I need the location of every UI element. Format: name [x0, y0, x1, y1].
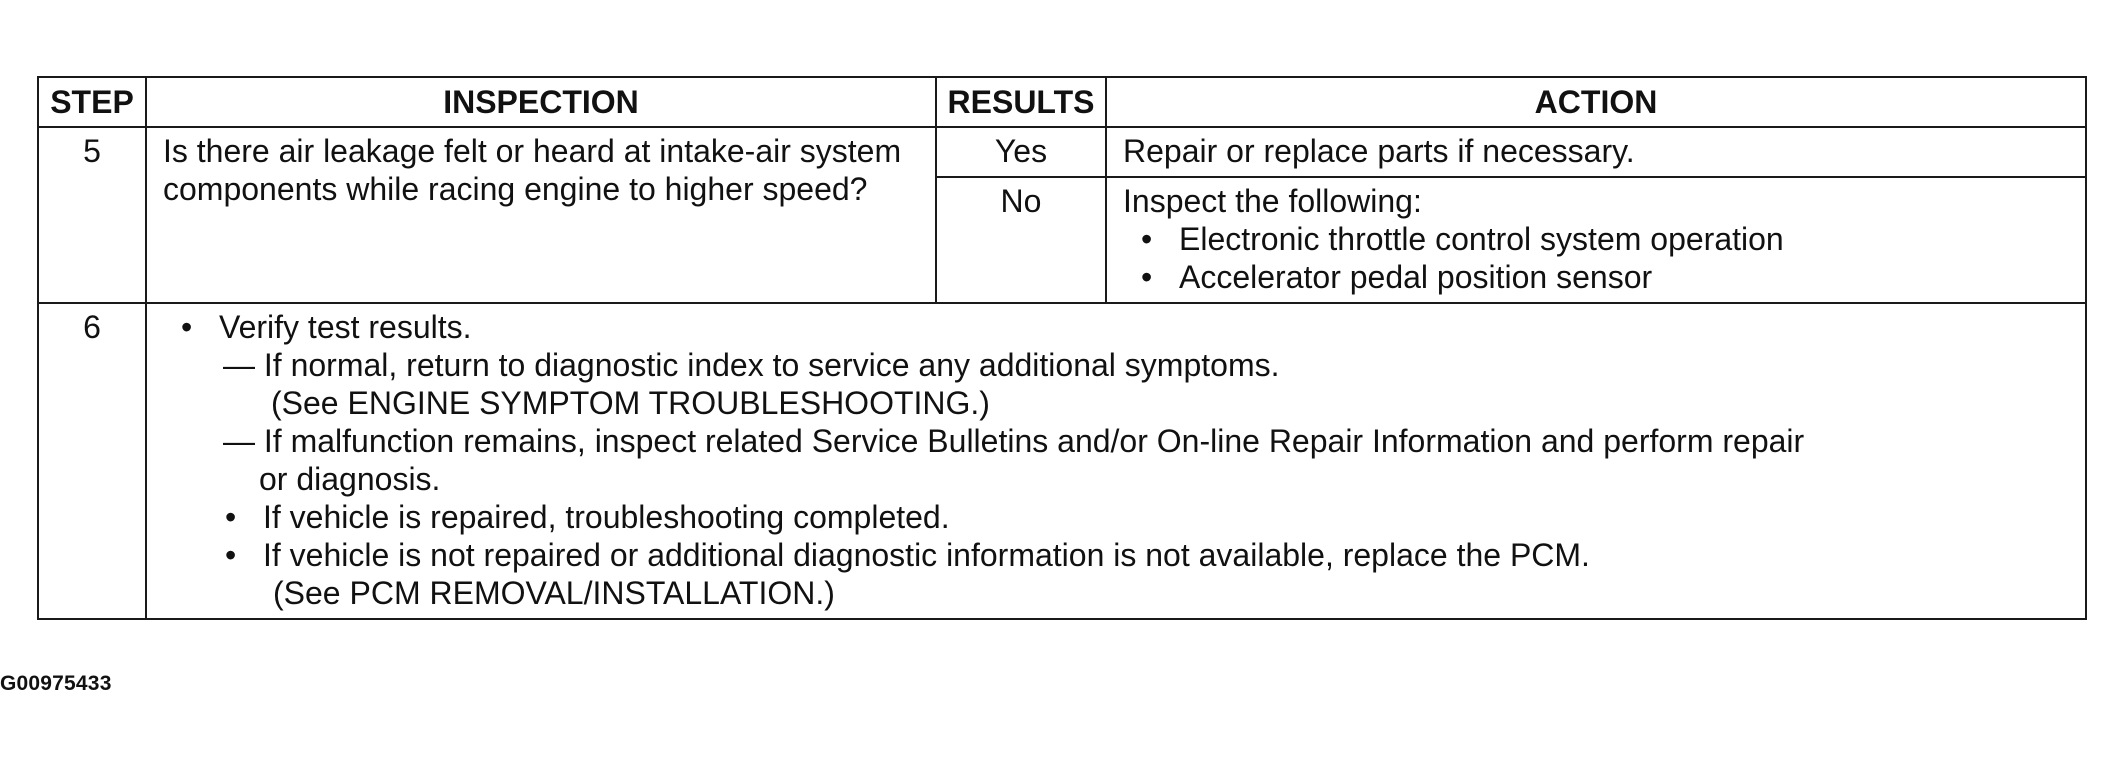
step-5-result-yes: Yes	[936, 127, 1106, 177]
sub-list	[163, 498, 2069, 574]
list-item: • Accelerator pedal position sensor	[1123, 258, 2069, 296]
step-6-content	[146, 303, 2086, 619]
dash-item-normal: — If normal, return to diagnostic index to service any additional symptoms.	[223, 347, 1280, 383]
row-step-5-yes	[38, 127, 2086, 177]
dash-item-malfunction-cont: or diagnosis.	[259, 461, 441, 497]
dash-item-malfunction: — If malfunction remains, inspect related Service Bulletins and/or On-line Repair Information and perform repair	[223, 423, 1805, 459]
row-step-6	[38, 303, 2086, 619]
list-item: • Verify test results.	[163, 308, 2069, 346]
header-action: ACTION	[1106, 77, 2086, 127]
reference-engine-symptom: (See ENGINE SYMPTOM TROUBLESHOOTING.)	[271, 385, 990, 421]
header-row	[38, 77, 2086, 127]
header-step: STEP	[38, 77, 146, 127]
reference-pcm: (See PCM REMOVAL/INSTALLATION.)	[273, 575, 835, 611]
inspect-list	[1123, 220, 2069, 296]
action-intro: Inspect the following:	[1123, 183, 1422, 219]
step-5-action-no	[1106, 177, 2086, 303]
diagnostic-table	[37, 76, 2087, 620]
step-6-number: 6	[38, 303, 146, 619]
list-item: • Electronic throttle control system operation	[1123, 220, 2069, 258]
list-item: • If vehicle is repaired, troubleshooting completed.	[163, 498, 2069, 536]
figure-id: G00975433	[0, 672, 112, 695]
step-5-result-no: No	[936, 177, 1106, 303]
step-5-inspection: Is there air leakage felt or heard at intake-air system components while racing engine to higher speed?	[146, 127, 936, 303]
header-results: RESULTS	[936, 77, 1106, 127]
step-5-number: 5	[38, 127, 146, 303]
header-inspection: INSPECTION	[146, 77, 936, 127]
step-5-action-yes: Repair or replace parts if necessary.	[1106, 127, 2086, 177]
list-item: • If vehicle is not repaired or additional diagnostic information is not available, replace the PCM.	[163, 536, 2069, 574]
verify-list	[163, 308, 2069, 346]
